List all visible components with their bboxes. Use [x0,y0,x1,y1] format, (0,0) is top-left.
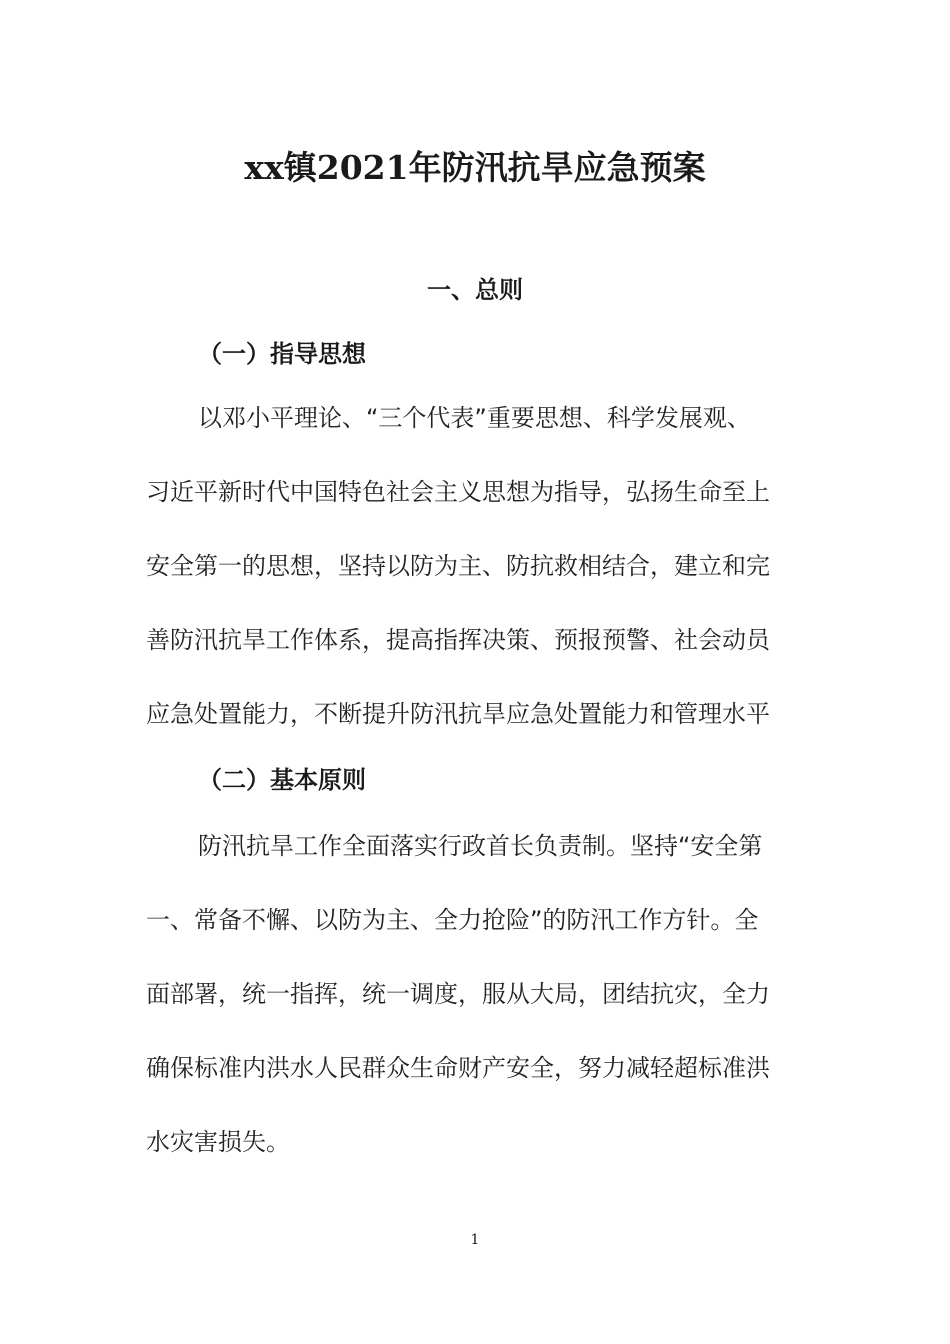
section-heading-general: 一、总则 [427,276,523,304]
paragraph-line: 以邓小平理论、“三个代表”重要思想、科学发展观、 [198,404,751,432]
paragraph-line: 水灾害损失。 [146,1128,290,1156]
paragraph-line: 安全第一的思想，坚持以防为主、防抗救相结合，建立和完 [146,552,770,580]
document-title: xx镇2021年防汛抗旱应急预案 [244,148,706,187]
paragraph-line: 习近平新时代中国特色社会主义思想为指导，弘扬生命至上 [146,478,770,506]
paragraph-line: 善防汛抗旱工作体系，提高指挥决策、预报预警、社会动员 [146,626,770,654]
paragraph-line: 应急处置能力，不断提升防汛抗旱应急处置能力和管理水平 [146,700,770,728]
paragraph-line: 一、常备不懈、以防为主、全力抢险”的防汛工作方针。全 [146,906,759,934]
page-number: 1 [470,1232,480,1248]
paragraph-line: 面部署，统一指挥，统一调度，服从大局，团结抗灾，全力 [146,980,770,1008]
subsection-heading-guiding-ideology: （一）指导思想 [198,340,366,368]
paragraph-line: 确保标准内洪水人民群众生命财产安全，努力减轻超标准洪 [146,1054,770,1082]
subsection-heading-basic-principles: （二）基本原则 [198,766,366,794]
paragraph-line: 防汛抗旱工作全面落实行政首长负责制。坚持“安全第 [198,832,763,860]
